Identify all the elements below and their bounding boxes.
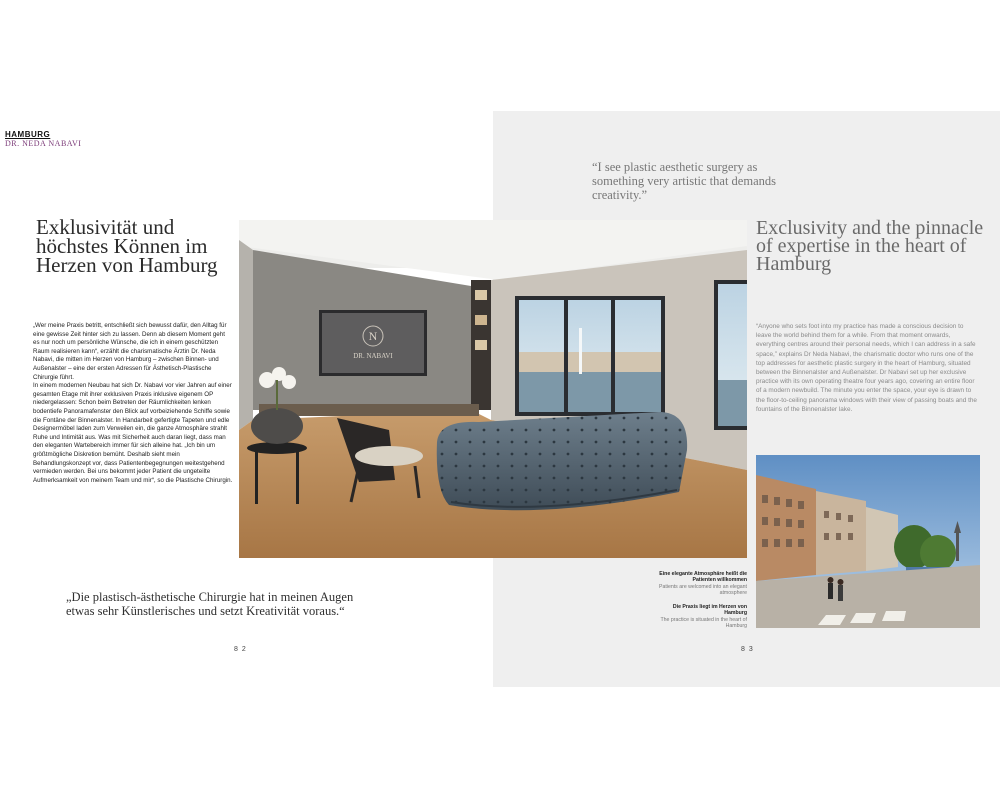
page-number-right: 8 3: [741, 646, 754, 653]
body-paragraph: „Wer meine Praxis betritt, entschließt sich bewusst dafür, den Alltag für eine gewisse Zeit hinter sich zu lassen. Denn ab diesem Moment geht es nur noch um persönliche Wünsche, die ich in einem geschützten Raum realisieren kann“, erzählt die charismatische Ärztin Dr. Neda Nabavi, die mitten im Herzen von Hamburg – zwischen Binnen- und Außenalster – eine der ersten Adressen für Ästhetisch-Plastische Chirurgie führt.: [33, 322, 227, 381]
city-photo: [756, 455, 980, 628]
body-text-german: [33, 322, 233, 485]
headline-german: Exklusivität und höchstes Können im Herzen von Hamburg: [36, 215, 218, 277]
pull-quote-german: „Die plastisch-ästhetische Chirurgie hat in meinen Augen etwas sehr Künstlerisches und setzt Kreativität voraus.“: [66, 590, 354, 618]
tv-logo-text: DR. NABAVI: [353, 352, 393, 360]
caption-english: The practice is situated in the heart of Hamburg: [660, 616, 747, 630]
pull-quote-english: “I see plastic aesthetic surgery as something very artistic that demands creativity.”: [592, 160, 776, 202]
interior-photo: [239, 220, 747, 558]
body-text-english: “Anyone who sets foot into my practice has made a conscious decision to leave the world behind them for a while. From that moment onwards, everything centres around their personal needs, which I can address in a safe space,” explains Dr Neda Nabavi, the charismatic doctor who runs one of the top addresses for aesthetic plastic surgery in the heart of Hamburg, situated between the Binnenalster and Außenalster. Dr Nabavi set up her exclusive practice with its own operating theatre four years ago, covering an entire floor of a modern newbuild. The minute you enter the space, your eye is drawn to the floor-to-ceiling panorama windows with their view of passing boats and the fountains of the Binnenalster lake.: [756, 323, 977, 413]
section-header: [5, 130, 81, 148]
page-number-left: 8 2: [234, 646, 247, 653]
tv-logo-letter: N: [368, 329, 378, 343]
headline-english: Exclusivity and the pinnacle of expertise in the heart of Hamburg: [756, 217, 984, 275]
caption-german: Die Praxis liegt im Herzen von Hamburg: [672, 604, 747, 617]
section-doctor-name: DR. NEDA NABAVI: [5, 139, 82, 148]
section-city: HAMBURG: [5, 130, 51, 139]
body-paragraph: In einem modernen Neubau hat sich Dr. Nabavi vor vier Jahren auf einer gesamten Etage mit ihrer exklusiven Praxis inklusive eigenem OP niedergelassen: Schon beim Betreten der Räumlichkeiten lenken bodentiefe Panoramafenster den Blick auf vorbeiziehende Schiffe sowie die Fontäne der Binnenalster. In Handarbeit gefertigte Tapeten und edle Designermöbel laden zum Verweilen ein, die ganze Atmosphäre strahlt Ruhe und Intimität aus. Was mit Sicherheit auch daran liegt, dass man den eleganten Wartebereich immer für sich alleine hat. „Ich bin um größtmögliche Diskretion bemüht. Deshalb sieht mein Behandlungskonzept vor, dass Patientenbegegnungen weitestgehend vermieden werden. Bei uns bekommt jeder Patient die ungeteilte Aufmerksamkeit von meinem Team und mir“, so die Plastische Chirurgin.: [33, 382, 233, 484]
caption-german: Eine elegante Atmosphäre heißt die Patienten willkommen: [659, 571, 747, 584]
photo-caption-city: [655, 604, 747, 630]
photo-caption-interior: [655, 571, 747, 597]
caption-english: Patients are welcomed into an elegant atmosphere: [659, 583, 747, 597]
